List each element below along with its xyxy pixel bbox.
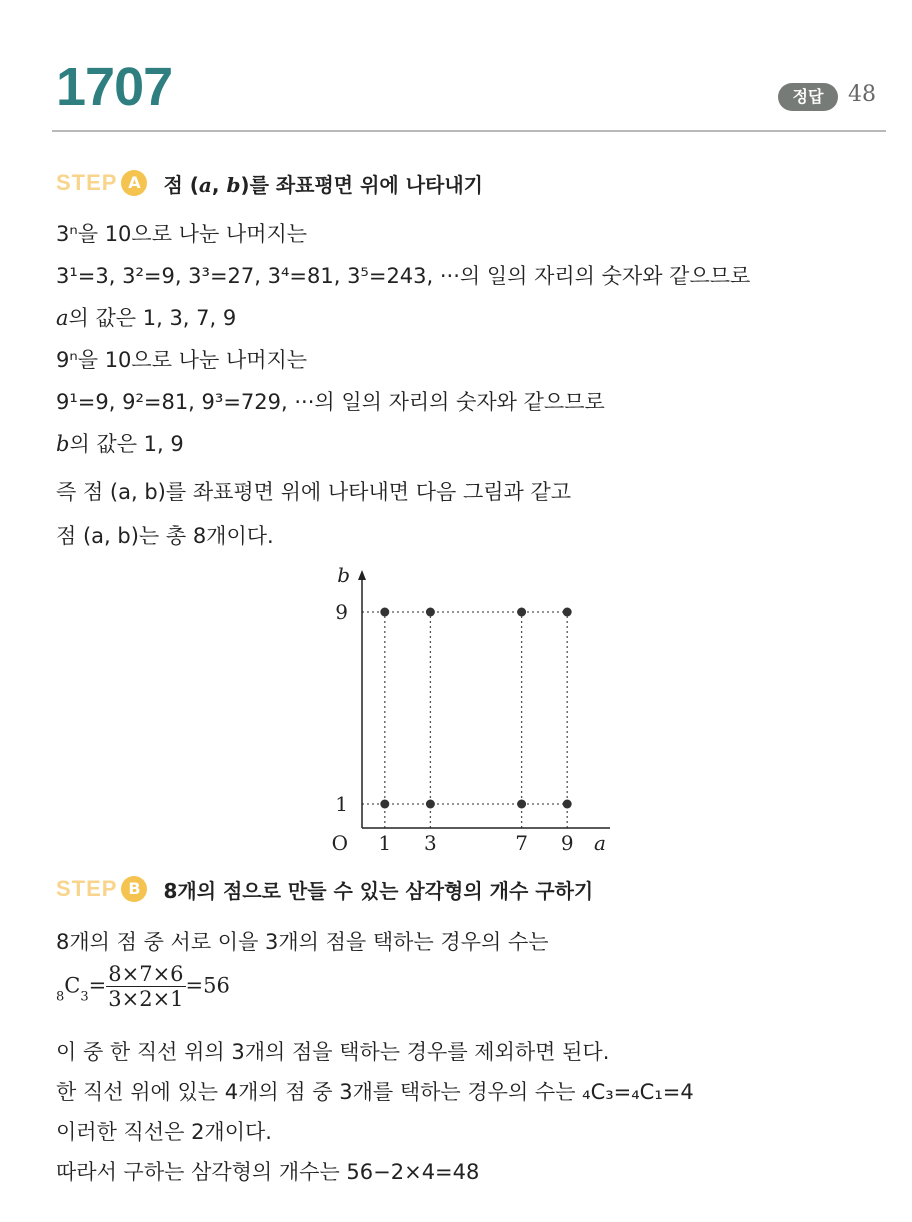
x-tick-label-3: 9: [560, 831, 574, 855]
step-a-line-2: 3¹=3, 3²=9, 3³=27, 3⁴=81, 3⁵=243, ···의 일의 자리의 숫자와 같으므로: [56, 264, 751, 288]
step-b-line-6: 따라서 구하는 삼각형의 개수는 56−2×4=48: [56, 1160, 480, 1184]
comb-eq: =: [88, 973, 107, 998]
data-points: [380, 608, 571, 809]
step-a-line-4: 9ⁿ을 10으로 나눈 나머지는: [56, 348, 308, 372]
comb-result: =56: [185, 973, 230, 998]
x-tick-label-0: 1: [378, 831, 392, 855]
tick-labels: [332, 563, 606, 855]
step-b-heading: [56, 872, 593, 906]
y-axis-label: b: [337, 563, 350, 587]
step-a-title: [163, 169, 483, 198]
step-b-line-5: 이러한 직선은 2개이다.: [56, 1120, 272, 1144]
step-a-line-3-rest: 의 값은 1, 3, 7, 9: [68, 306, 237, 330]
header: [0, 0, 912, 140]
comb-sub: 3: [80, 989, 89, 1005]
step-a-title-comma: ,: [211, 172, 227, 197]
step-a-letter-icon: A: [121, 170, 147, 196]
step-b-word: STEP: [56, 876, 118, 901]
step-b-combination: [56, 962, 230, 1011]
comb-fraction: [106, 962, 185, 1011]
y-tick-label-0: 1: [335, 792, 348, 816]
data-point-6: [517, 608, 526, 617]
step-b-line-1: 8개의 점 중 서로 이을 3개의 점을 택하는 경우의 수는: [56, 930, 549, 954]
step-a-title-a: a: [198, 172, 212, 197]
x-tick-label-1: 3: [424, 831, 437, 855]
step-a-title-post: )를 좌표평면 위에 나타내기: [240, 172, 483, 197]
step-b-title: 8개의 점으로 만들 수 있는 삼각형의 개수 구하기: [163, 878, 594, 903]
x-axis-label: a: [594, 831, 606, 855]
x-tick-label-2: 7: [515, 831, 528, 855]
step-b-line-3: 이 중 한 직선 위의 3개의 점을 택하는 경우를 제외하면 된다.: [56, 1040, 610, 1064]
step-a-line-8: 점 (a, b)는 총 8개이다.: [56, 524, 274, 548]
frac-denominator: 3×2×1: [108, 987, 184, 1011]
step-a-line-3: [56, 302, 236, 332]
axes: [358, 570, 610, 828]
comb-prefix: 8: [56, 989, 65, 1005]
data-point-1: [426, 800, 435, 809]
step-a-title-pre: 점 (: [163, 172, 199, 197]
data-point-4: [380, 608, 389, 617]
origin-label: O: [331, 831, 348, 855]
data-point-2: [517, 800, 526, 809]
data-point-3: [563, 800, 572, 809]
answer-badge: 정답: [778, 83, 838, 111]
step-b-line-4: 한 직선 위에 있는 4개의 점 중 3개를 택하는 경우의 수는 ₄C₃=₄C₁=4: [56, 1080, 694, 1104]
step-a-line-7: 즉 점 (a, b)를 좌표평면 위에 나타내면 다음 그림과 같고: [56, 480, 572, 504]
data-point-5: [426, 608, 435, 617]
coordinate-plot: [300, 560, 620, 860]
step-a-line-6-rest: 의 값은 1, 9: [69, 432, 184, 456]
answer-page-ref: 48: [848, 82, 876, 107]
data-point-0: [380, 800, 389, 809]
guide-lines: [362, 612, 567, 828]
y-axis-arrow-icon: [358, 570, 366, 580]
step-a-line-5: 9¹=9, 9²=81, 9³=729, ···의 일의 자리의 숫자와 같으므로: [56, 390, 605, 414]
step-a-heading: [56, 166, 483, 200]
step-a-line-6: [56, 428, 184, 458]
step-a-line-1: 3ⁿ을 10으로 나눈 나머지는: [56, 222, 308, 246]
step-a-title-b: b: [226, 172, 241, 197]
step-a-word: STEP: [56, 170, 118, 195]
step-a-line-3-var: a: [56, 306, 69, 330]
step-a-line-6-var: b: [56, 432, 70, 456]
frac-numerator: 8×7×6: [108, 962, 184, 986]
step-b-letter-icon: B: [121, 876, 147, 902]
data-point-7: [563, 608, 572, 617]
problem-number: 1707: [56, 57, 173, 117]
header-divider: [52, 130, 886, 132]
y-tick-label-1: 9: [335, 600, 348, 624]
comb-c: C: [64, 973, 81, 998]
